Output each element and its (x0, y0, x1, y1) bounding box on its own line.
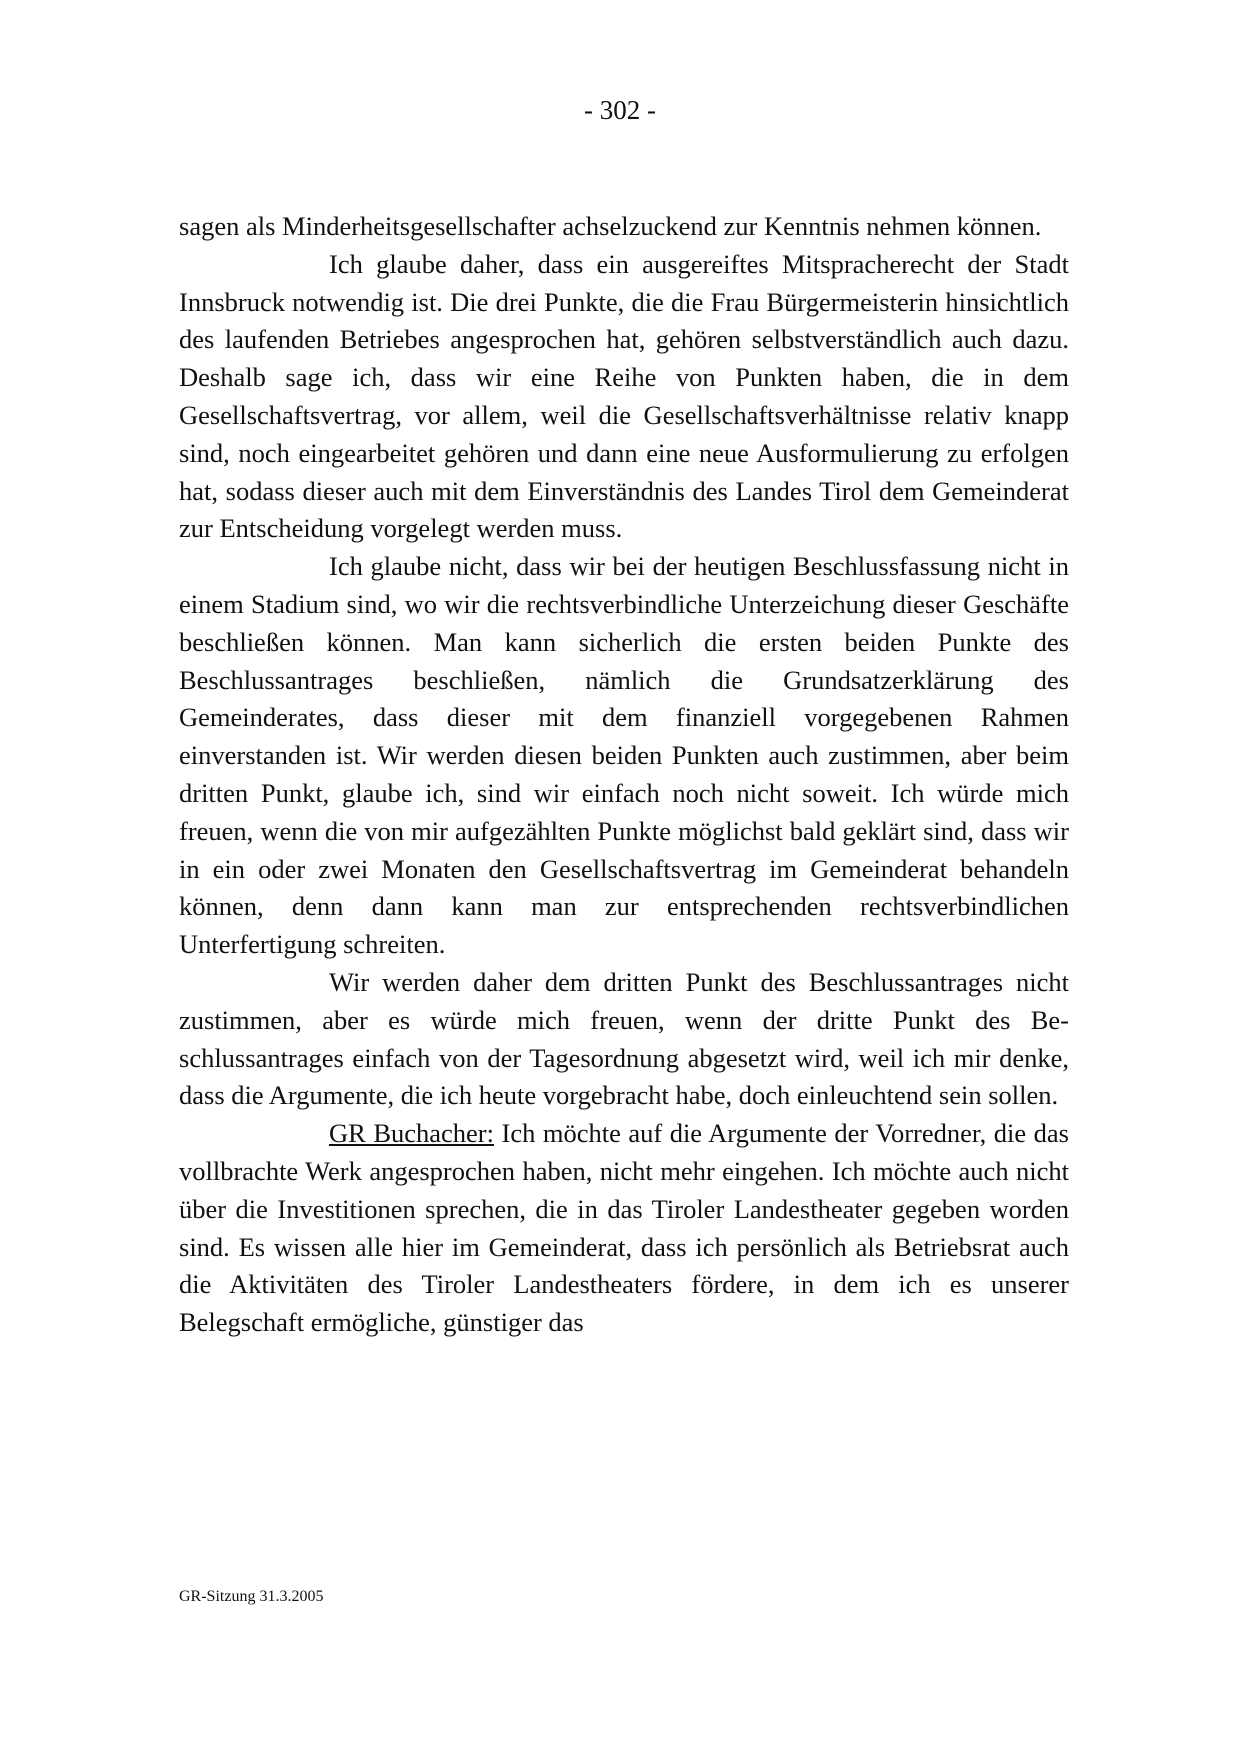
paragraph-speech-buchacher (179, 1115, 1069, 1342)
paragraph-beschlussfassung: Ich glaube nicht, dass wir bei der heutigen Beschlussfassung nicht in einem Stadium sind, wo wir die rechtsverbindliche Unterzeichung dieser Geschäfte beschließen können. Man kann sicherlich die ersten beiden Punkte des Beschlussantrages beschließen, nämlich die Grundsatzerklärung des Gemeinderates, dass dieser mit dem finanziell vorgegebenen Rahmen einverstanden ist. Wir werden diesen beiden Punkten auch zustimmen, aber beim dritten Punkt, glaube ich, sind wir einfach noch nicht soweit. Ich würde mich freuen, wenn die von mir aufgezählten Punkte möglichst bald geklärt sind, dass wir in ein oder zwei Monaten den Gesellschaftsvertrag im Gemeinderat behandeln können, denn dann kann man zur entsprechenden rechtsverbindlichen Unterfertigung schreiten. (179, 551, 1069, 960)
document-body (179, 208, 1069, 1342)
page-footer: GR-Sitzung 31.3.2005 (179, 1588, 324, 1605)
speaker-name: GR Buchacher: (329, 1118, 494, 1149)
speech-text: Ich möchte auf die Argumente der Vorredner, die das vollbrachte Werk angesprochen haben, nicht mehr eingehen. Ich möchte auch nicht über die Investitionen sprechen, die in das Tiroler Landestheater gegeben worden sind. Es wissen alle hier im Gemeinderat, dass ich persönlich als Betriebsrat auch die Aktivitäten des Tiroler Landestheaters fördere, in dem ich es unserer Belegschaft ermögliche, günstiger das (179, 1118, 1069, 1338)
paragraph-mitspracherecht: Ich glaube daher, dass ein ausgereiftes Mitspracherecht der Stadt Innsbruck notwendig ist. Die drei Punkte, die die Frau Bürgermeisterin hinsichtlich des laufenden Betriebes angesprochen hat, gehören selbstverständlich auch dazu. Deshalb sage ich, dass wir eine Reihe von Punkten haben, die in dem Gesellschaftsvertrag, vor allem, weil die Gesellschaftsverhältnisse relativ knapp sind, noch eingearbeitet gehören und dann eine neue Ausformulierung zu erfolgen hat, sodass dieser auch mit dem Einverständnis des Landes Tirol dem Gemeinderat zur Entscheidung vorgelegt werden muss. (179, 248, 1069, 544)
paragraph-dritter-punkt: Wir werden daher dem dritten Punkt des Beschlussantrages nicht zustimmen, aber es würde mich freuen, wenn der dritte Punkt des Beschlussantrages einfach von der Tagesordnung abgesetzt wird, weil ich mir denke, dass die Argumente, die ich heute vorgebracht habe, doch einleuchtend sein sollen. (179, 966, 1069, 1111)
page-number: - 302 - (584, 95, 656, 125)
paragraph-continued: sagen als Minderheitsgesellschafter achselzuckend zur Kenntnis nehmen können. (179, 211, 1042, 241)
